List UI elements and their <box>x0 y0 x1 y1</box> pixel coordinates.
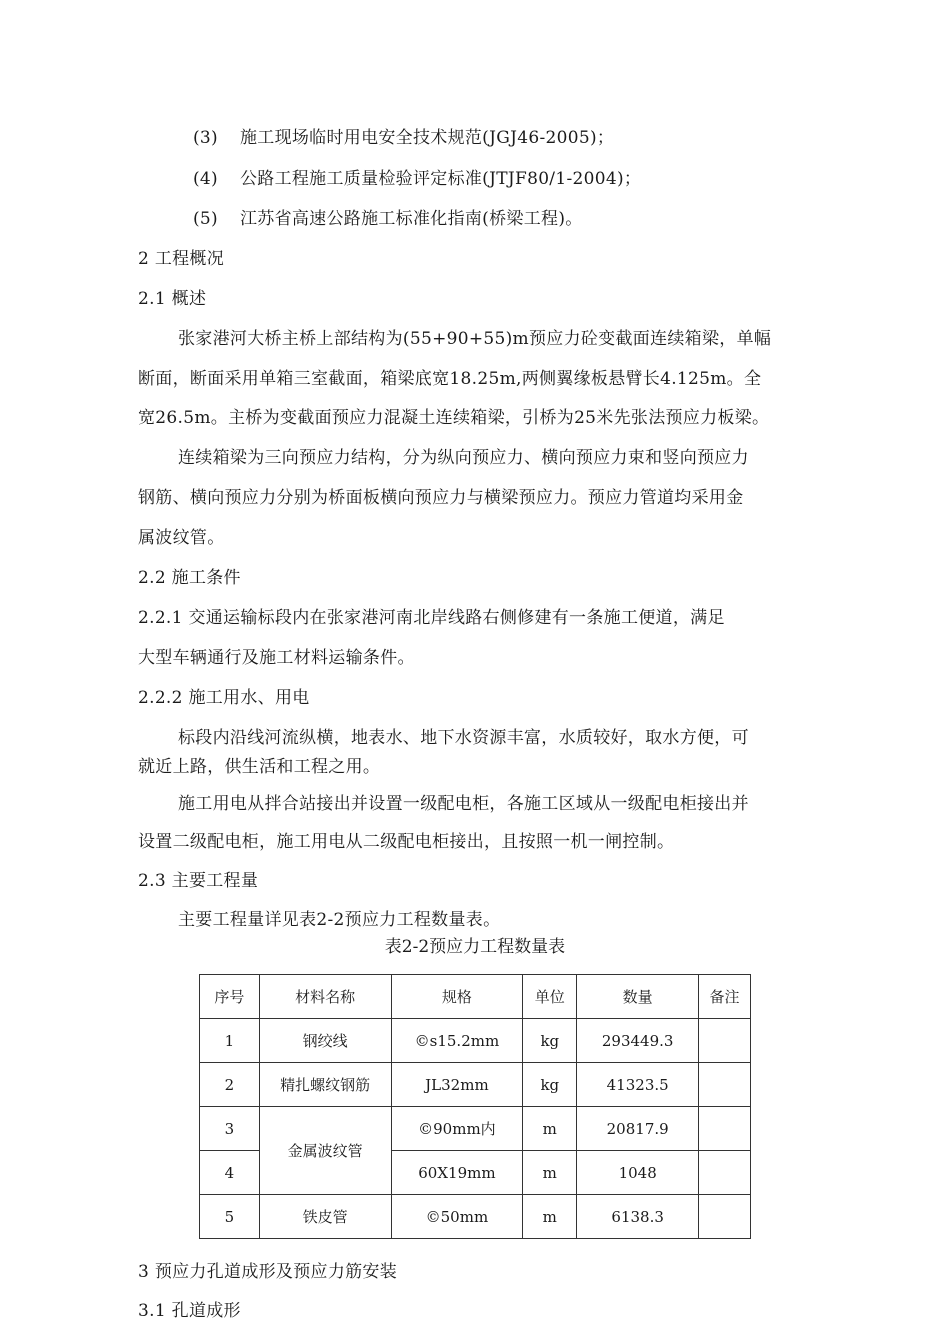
reference-number: (3) <box>193 128 218 148</box>
cell-quantity: 6138.3 <box>577 1195 699 1239</box>
reference-number: (4) <box>193 169 218 189</box>
prestress-paragraph-line: 钢筋、横向预应力分别为桥面板横向预应力与横梁预应力。预应力管道均采用金 <box>138 488 744 508</box>
cell-material: 钢绞线 <box>259 1019 391 1063</box>
section-heading-2-2: 2.2 施工条件 <box>138 568 241 588</box>
cell-spec: ©90mm内 <box>391 1107 523 1151</box>
transport-paragraph-line: 大型车辆通行及施工材料运输条件。 <box>138 648 415 668</box>
section-heading-3: 3 预应力孔道成形及预应力筋安装 <box>138 1262 398 1282</box>
cell-quantity: 1048 <box>577 1151 699 1195</box>
reference-item-4 <box>193 168 641 190</box>
cell-quantity: 41323.5 <box>577 1063 699 1107</box>
table-row <box>200 1063 751 1107</box>
section-heading-2-2-2: 2.2.2 施工用水、用电 <box>138 688 310 708</box>
column-header-spec: 规格 <box>391 975 523 1019</box>
prestress-paragraph-line: 连续箱梁为三向预应力结构，分为纵向预应力、横向预应力束和竖向预应力 <box>178 448 749 468</box>
cell-spec: ©50mm <box>391 1195 523 1239</box>
overview-paragraph-line: 张家港河大桥主桥上部结构为(55+90+55)m预应力砼变截面连续箱梁，单幅 <box>178 329 772 349</box>
cell-no: 3 <box>200 1107 260 1151</box>
cell-material: 铁皮管 <box>259 1195 391 1239</box>
cell-material: 精扎螺纹钢筋 <box>259 1063 391 1107</box>
reference-text: 江苏省高速公路施工标准化指南(桥梁工程)。 <box>239 209 583 229</box>
cell-note <box>699 1151 751 1195</box>
column-header-quantity: 数量 <box>577 975 699 1019</box>
cell-no: 1 <box>200 1019 260 1063</box>
section-heading-2: 2 工程概况 <box>138 249 225 269</box>
power-paragraph-line: 施工用电从拌合站接出并设置一级配电柜，各施工区域从一级配电柜接出并 <box>178 794 749 814</box>
cell-no: 2 <box>200 1063 260 1107</box>
column-header-note: 备注 <box>699 975 751 1019</box>
section-heading-2-3: 2.3 主要工程量 <box>138 871 259 891</box>
cell-unit: m <box>523 1107 577 1151</box>
power-paragraph-line: 设置二级配电柜，施工用电从二级配电柜接出，且按照一机一闸控制。 <box>138 832 675 852</box>
water-paragraph-line: 标段内沿线河流纵横，地表水、地下水资源丰富，水质较好，取水方便，可 <box>178 728 749 748</box>
table-row <box>200 1019 751 1063</box>
overview-paragraph-line: 断面，断面采用单箱三室截面，箱梁底宽18.25m,两侧翼缘板悬臂长4.125m。全 <box>138 369 762 389</box>
reference-item-5 <box>193 208 583 230</box>
cell-note <box>699 1063 751 1107</box>
prestress-quantity-table <box>199 974 751 1239</box>
section-heading-2-1: 2.1 概述 <box>138 289 207 309</box>
cell-material: 金属波纹管 <box>259 1107 391 1195</box>
cell-note <box>699 1107 751 1151</box>
transport-paragraph-line: 2.2.1 交通运输标段内在张家港河南北岸线路右侧修建有一条施工便道，满足 <box>138 608 725 628</box>
table-row <box>200 1107 751 1151</box>
cell-spec: ©s15.2mm <box>391 1019 523 1063</box>
cell-note <box>699 1019 751 1063</box>
cell-unit: m <box>523 1151 577 1195</box>
cell-unit: m <box>523 1195 577 1239</box>
table-caption: 表2-2预应力工程数量表 <box>384 937 566 957</box>
reference-number: (5) <box>193 209 218 229</box>
cell-unit: kg <box>523 1063 577 1107</box>
cell-unit: kg <box>523 1019 577 1063</box>
column-header-unit: 单位 <box>523 975 577 1019</box>
reference-text: 施工现场临时用电安全技术规范(JGJ46-2005)； <box>239 128 615 148</box>
cell-no: 4 <box>200 1151 260 1195</box>
cell-no: 5 <box>200 1195 260 1239</box>
column-header-no: 序号 <box>200 975 260 1019</box>
prestress-paragraph-line: 属波纹管。 <box>138 528 225 548</box>
cell-quantity: 293449.3 <box>577 1019 699 1063</box>
overview-paragraph-line: 宽26.5m。主桥为变截面预应力混凝土连续箱梁，引桥为25米先张法预应力板梁。 <box>138 408 770 428</box>
cell-spec: JL32mm <box>391 1063 523 1107</box>
cell-quantity: 20817.9 <box>577 1107 699 1151</box>
column-header-material: 材料名称 <box>259 975 391 1019</box>
cell-spec: 60X19mm <box>391 1151 523 1195</box>
quantity-intro: 主要工程量详见表2-2预应力工程数量表。 <box>178 910 501 930</box>
reference-text: 公路工程施工质量检验评定标准(JTJF80/1-2004)； <box>239 169 642 189</box>
water-paragraph-line: 就近上路，供生活和工程之用。 <box>138 757 381 777</box>
cell-note <box>699 1195 751 1239</box>
section-heading-3-1: 3.1 孔道成形 <box>138 1301 241 1321</box>
reference-item-3 <box>193 127 614 149</box>
table-header-row <box>200 975 751 1019</box>
table-row <box>200 1195 751 1239</box>
